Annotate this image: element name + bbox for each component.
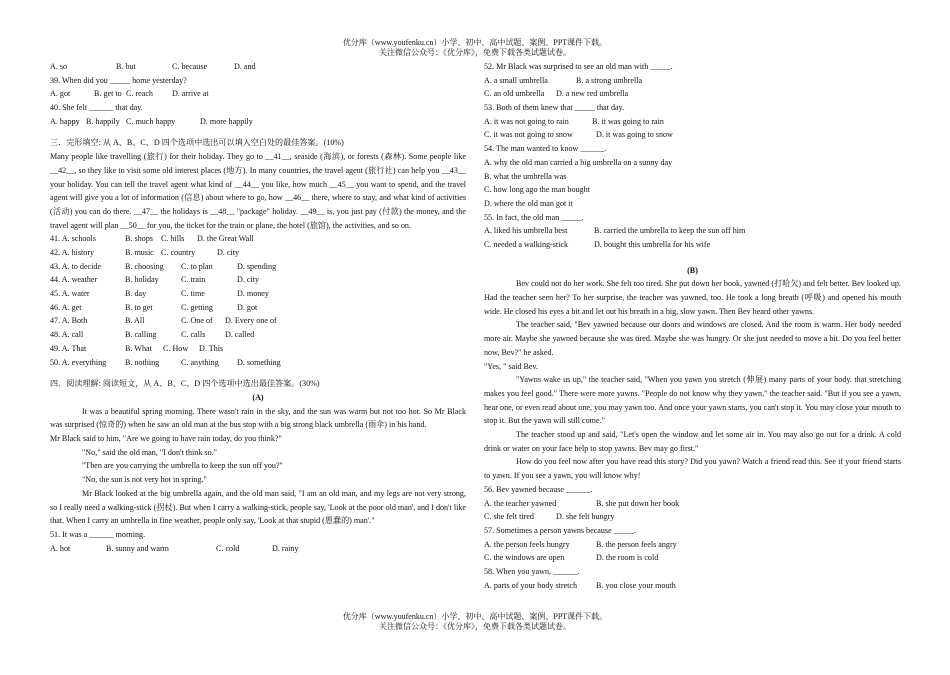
option: B. sunny and warm bbox=[106, 543, 169, 553]
cloze-option-row bbox=[50, 287, 466, 301]
passage-b-paragraph: "Yawns wake us up," the teacher said, "When you yawn you stretch (伸展) many parts of your body. that stretching makes you feel good." There were more yawns. "People do not know why they yawn," the teacher said. "But if you see a yawn, hear one, or even read about one, you may yawn too. And once your yawn starts, you can't stop it. You may close your mouth to stop it. But the yawn will still come." bbox=[484, 375, 901, 426]
passage-a-paragraph: "Then are you carrying the umbrella to keep the sun off you?" bbox=[82, 461, 283, 471]
option: D. it was going to snow bbox=[596, 130, 673, 140]
cloze-section-title: 三．完形填空: 从 A、B、C、D 四个选项中选出可以填入空白处的最佳答案。(10%) bbox=[50, 138, 344, 148]
option: D. she felt hungry bbox=[556, 512, 615, 522]
right-column bbox=[484, 60, 901, 592]
q39-options bbox=[50, 87, 466, 101]
question-58: 58. When you yawn, ______. bbox=[484, 566, 580, 576]
passage-a-paragraph: Mr Black looked at the big umbrella again, and the old man said, "I am an old man, and my legs are not very strong, so I really need a walking-stick (拐杖). But when I carry a walking-stick, people say, 'Look at the poor old man', and I don't like that. When I carry an umbrella in fine weather, people only say, 'Look at that stupid (愚蠢的) man'." bbox=[50, 488, 466, 526]
option: 41. A. schools bbox=[50, 234, 96, 244]
option: 47. A. Both bbox=[50, 316, 88, 326]
cloze-option-row bbox=[50, 246, 466, 260]
option: A. parts of your body stretch bbox=[484, 580, 578, 590]
option: C. anything bbox=[181, 357, 219, 367]
footer-line-2: 关注微信公众号：《优分库》，免费下载各类试题试卷。 bbox=[379, 622, 571, 631]
option: B. it was going to rain bbox=[592, 116, 664, 126]
q40-options bbox=[50, 115, 466, 129]
cloze-option-row bbox=[50, 314, 466, 328]
option: B. day bbox=[125, 289, 147, 299]
option: A. the teacher yawned bbox=[484, 498, 557, 508]
passage-b-paragraph: Bev could not do her work. She felt too tired. She put down her book, yawned (打哈欠) and felt better. Bev looked up. Had the teacher seen her? To her surprise, the teacher was yawned, too. He took a long breath (呼吸) and opened his mouth wide. He closed his eyes a bit and let out his breath in a big, slow yawn. Then Bev heard other yawns. bbox=[484, 279, 901, 316]
cloze-option-row bbox=[50, 328, 466, 342]
option: C. because bbox=[172, 62, 208, 71]
header-line-1: 优分库（www.youfenku.cn）小学、初中、高中试题、案例、PPT课件下载。 bbox=[342, 38, 608, 47]
question-39: 39. When did you _____ home yesterday? bbox=[50, 75, 187, 85]
q56-options bbox=[484, 497, 901, 511]
option: A. got bbox=[50, 89, 71, 99]
option: B. carried the umbrella to keep the sun off him bbox=[594, 226, 746, 236]
left-column bbox=[50, 60, 466, 555]
option: D. and bbox=[234, 62, 256, 71]
cloze-option-row bbox=[50, 356, 466, 370]
question-56: 56. Bev yawned because ______. bbox=[484, 484, 593, 494]
question-51: 51. It was a ______ morning. bbox=[50, 529, 146, 539]
option: D. city bbox=[237, 275, 260, 285]
q53-options bbox=[484, 128, 901, 142]
passage-b-paragraph: How do you feel now after you have read this story? Did you yawn? Watch a friend read this. See if your friend starts to yawn. If you see a yawn, you will know why! bbox=[484, 457, 901, 481]
option: C. One of bbox=[181, 316, 213, 326]
option: B. choosing bbox=[125, 261, 164, 271]
option: B. nothing bbox=[125, 357, 160, 367]
option: 50. A. everything bbox=[50, 357, 107, 367]
option: B. music bbox=[125, 248, 154, 258]
option: A. so bbox=[50, 62, 68, 71]
option: B. What bbox=[125, 343, 152, 353]
option: 43. A. to decide bbox=[50, 261, 102, 271]
option: D. the Great Wall bbox=[197, 234, 254, 244]
option: 48. A. call bbox=[50, 330, 84, 340]
option: B. a strong umbrella bbox=[576, 75, 643, 85]
option: C. calls bbox=[181, 330, 206, 340]
option: D. bought this umbrella for his wife bbox=[594, 239, 711, 249]
cloze-option-row bbox=[50, 301, 466, 315]
option: 49. A. That bbox=[50, 343, 87, 353]
cloze-option-row bbox=[50, 342, 466, 356]
option: C. getting bbox=[181, 302, 213, 312]
option: A. it was not going to rain bbox=[484, 116, 569, 126]
question-40: 40. She felt ______ that day. bbox=[50, 103, 143, 113]
option: C. an old umbrella bbox=[484, 89, 545, 99]
passage-b-paragraph: "Yes, " said Bev. bbox=[484, 361, 539, 371]
option: C. hills bbox=[161, 234, 185, 244]
option: 44. A. weather bbox=[50, 275, 98, 285]
passage-a-label: (A) bbox=[252, 392, 264, 402]
option: C. train bbox=[181, 275, 206, 285]
option: A. happy bbox=[50, 116, 80, 126]
option: D. city bbox=[217, 248, 240, 258]
cloze-option-row bbox=[50, 260, 466, 274]
q57-options bbox=[484, 551, 901, 565]
q55-options bbox=[484, 224, 901, 238]
page-footer bbox=[0, 612, 950, 632]
option: B. but bbox=[116, 62, 136, 71]
option: B. the person feels angry bbox=[596, 539, 677, 549]
question-54: 54. The man wanted to know ______. bbox=[484, 144, 607, 154]
option: B. what the umbrella was bbox=[484, 171, 567, 181]
option: C. reach bbox=[126, 89, 153, 99]
option: D. a new red umbrella bbox=[556, 89, 629, 99]
q52-options bbox=[484, 87, 901, 101]
q51-options bbox=[50, 542, 466, 556]
option: D. the room is cold bbox=[596, 553, 659, 563]
option: B. you close your mouth bbox=[596, 580, 676, 590]
option: D. money bbox=[237, 289, 269, 299]
option: 45. A. water bbox=[50, 289, 90, 299]
option: B. shops bbox=[125, 234, 153, 244]
passage-a-paragraph: "No, the sun is not very hot in spring." bbox=[82, 475, 207, 485]
option: D. This bbox=[199, 343, 224, 353]
option: C. much happy bbox=[126, 116, 176, 126]
option: C. time bbox=[181, 289, 205, 299]
option: A. the person feels hungry bbox=[484, 539, 570, 549]
option: D. spending bbox=[237, 261, 277, 271]
option: 46. A. get bbox=[50, 302, 82, 312]
q58-options bbox=[484, 579, 901, 593]
option: B. happily bbox=[86, 116, 120, 126]
option: B. she put down her book bbox=[596, 498, 680, 508]
option: 42. A. history bbox=[50, 248, 95, 258]
option: D. arrive at bbox=[172, 89, 209, 99]
option: B. calling bbox=[125, 330, 157, 340]
footer-line-1: 优分库（www.youfenku.cn）小学、初中、高中试题、案例、PPT课件下载。 bbox=[342, 612, 608, 621]
option: C. the windows are open bbox=[484, 553, 565, 563]
option: C. it was not going to snow bbox=[484, 130, 573, 140]
cloze-passage: Many people like travelling (旅行) for their holiday. They go to __41__, seaside (海滨), or forests (森林). Some people like __42__, so they like to visit some old interest places (地方). In many countries, the travel agent (旅行社) can help you __43__ your holiday. You can tell the travel agent what kind of __44__ you like, how much __45__ you want to spend, and the travel agent will give you a lot of information (信息) about where to go, how __46__ there, where to stay, and what kind of activities (活动) you can do there. __47__ the holidays is __48__ "package" holiday. __49__ is, you just pay (付款) the money, and the travel agent will plan __50__ for you, the ticket for the train or plane, the hotel (旅馆), the activities, and so on. bbox=[50, 152, 466, 230]
option: D. got bbox=[237, 302, 258, 312]
option: A. a small umbrella bbox=[484, 75, 548, 85]
option: C. country bbox=[161, 248, 196, 258]
option: D. called bbox=[225, 330, 255, 340]
option: A. liked his umbrella best bbox=[484, 226, 568, 236]
q56-options bbox=[484, 510, 901, 524]
option: D. more happily bbox=[200, 116, 253, 126]
option: C. How bbox=[163, 343, 189, 353]
option: D. where the old man got it bbox=[484, 198, 573, 208]
q38-options bbox=[50, 60, 466, 74]
passage-b-label: (B) bbox=[687, 265, 698, 275]
option: C. she felt tired bbox=[484, 512, 534, 522]
option: B. holiday bbox=[125, 275, 159, 285]
option: B. All bbox=[125, 316, 145, 326]
passage-b-paragraph: The teacher stood up and said, "Let's open the window and let some air in. You may also go out for a drink. A cold drink or water on your face help to stop yawns. Bev may go first." bbox=[484, 430, 901, 453]
passage-b-paragraph: The teacher said, "Bev yawned because our doors and windows are closed. And the room is warm. Her body needed more air. Maybe she yawned because she was tired. Maybe she was hungry. Or she just needed to move a bit. Do you feel better now, Bev?" he asked. bbox=[484, 320, 901, 357]
question-55: 55. In fact, the old man _____. bbox=[484, 212, 584, 222]
question-57: 57. Sometimes a person yawns because _____. bbox=[484, 525, 636, 535]
option: A. why the old man carried a big umbrella on a sunny day bbox=[484, 157, 673, 167]
q55-options bbox=[484, 238, 901, 252]
cloze-option-row bbox=[50, 232, 466, 246]
passage-a-paragraph: It was a beautiful spring morning. There wasn't rain in the sky, and the sun was warm but not too hot. So Mr Black was surprised (惊奇的) when he saw an old man at the bus stop with a big strong black umbrella (雨伞) in his hand. bbox=[50, 406, 466, 430]
cloze-option-row bbox=[50, 273, 466, 287]
option: A. hot bbox=[50, 543, 71, 553]
option: C. to plan bbox=[181, 261, 213, 271]
q52-options bbox=[484, 74, 901, 88]
option: B. to get bbox=[125, 302, 153, 312]
header-line-2: 关注微信公众号：《优分库》，免费下载各类试题试卷。 bbox=[379, 48, 571, 57]
q57-options bbox=[484, 538, 901, 552]
option: D. something bbox=[237, 357, 281, 367]
option: D. rainy bbox=[272, 543, 299, 553]
question-53: 53. Both of them knew that _____ that day. bbox=[484, 103, 625, 113]
option: B. get to bbox=[94, 89, 122, 99]
page-header bbox=[0, 38, 950, 58]
question-52: 52. Mr Black was surprised to see an old man with _____. bbox=[484, 62, 673, 71]
passage-a-paragraph: Mr Black said to him, "Are we going to have rain today, do you think?" bbox=[50, 434, 282, 443]
option: C. how long ago the man bought bbox=[484, 185, 590, 195]
passage-a-paragraph: "No," said the old man, "I don't think so." bbox=[82, 447, 217, 457]
q53-options bbox=[484, 115, 901, 129]
option: D. Every one of bbox=[225, 316, 277, 326]
reading-section-title: 四．阅读理解: 阅读短文，从 A、B、C、D 四个选项中选出最佳答案。(30%) bbox=[50, 379, 320, 389]
option: C. needed a walking-stick bbox=[484, 239, 569, 249]
option: C. cold bbox=[216, 543, 240, 553]
